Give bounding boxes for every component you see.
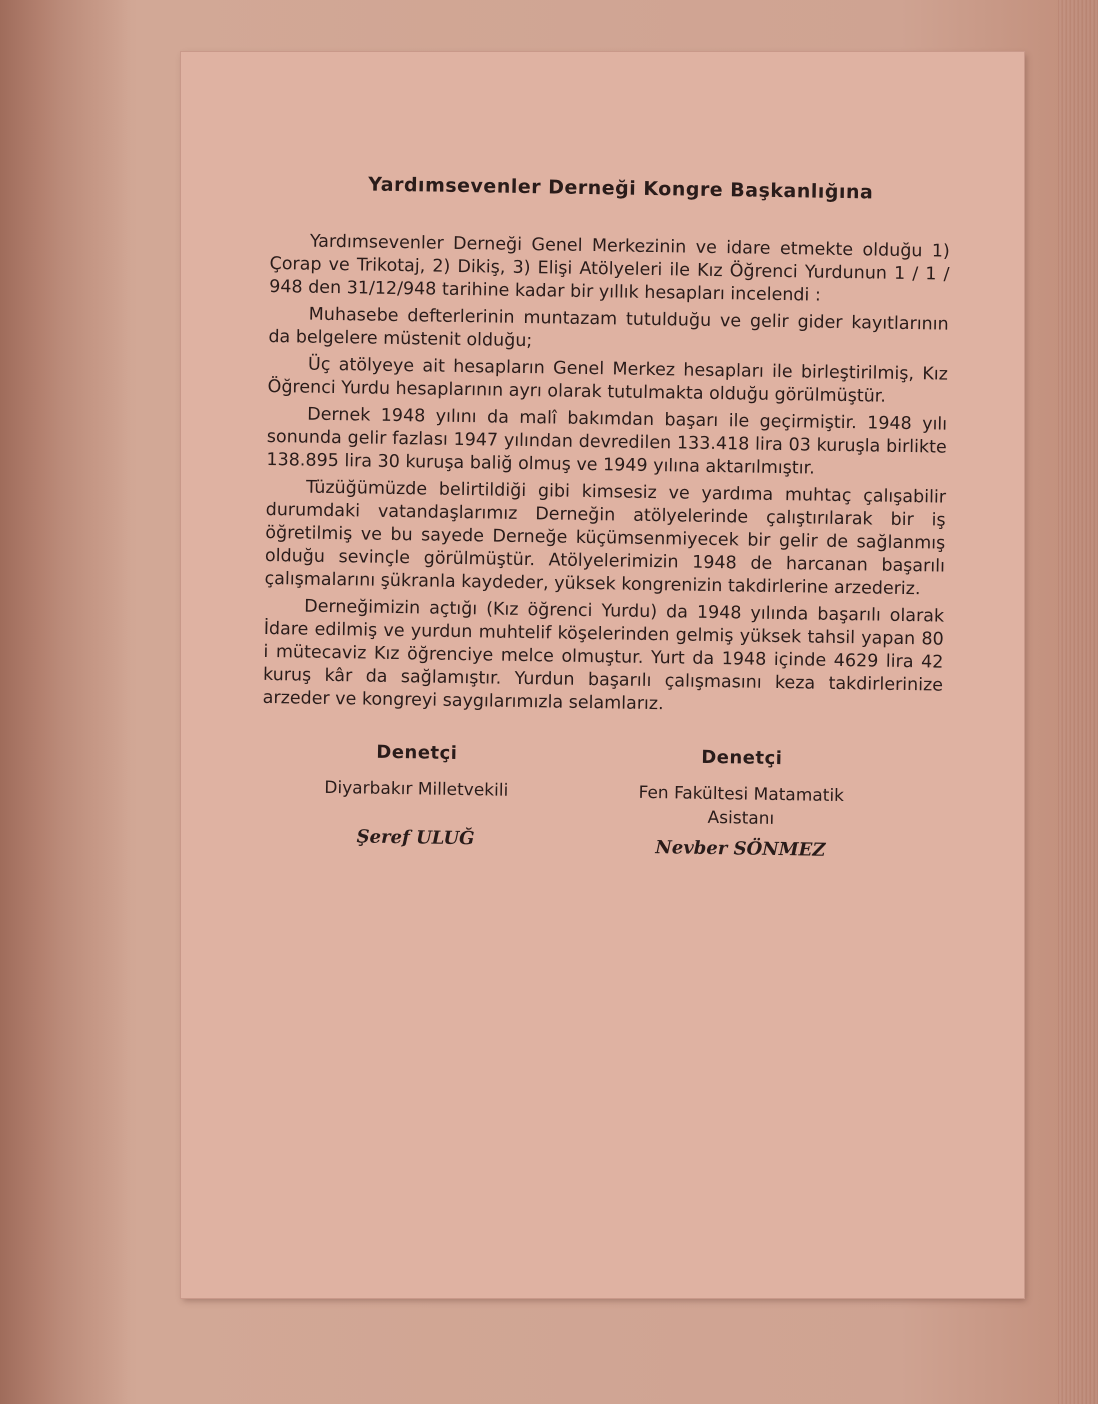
signature-left (290, 740, 542, 850)
signature-right-title-1: Fen Fakültesi Matamatik (638, 782, 845, 807)
signature-right (600, 745, 882, 861)
paragraph-4: Dernek 1948 yılını da malî bakımdan başarı ile geçirmiştir. 1948 yılı sonunda gelir fazlası 1947 yılından devredilen 133.418 lira 03 kuruşla birlikte 138.895 lira 30 kuruşa baliğ olmuş ve 1949 yılına aktarılmıştır. (266, 404, 948, 479)
paragraph-5: Tüzüğümüzde belirtildiği gibi kimsesiz ve yardıma muhtaç çalışabilir durumdaki vatandaşlarımız Derneğin atölyelerinde çalıştırılarak bir iş öğretilmiş ve bu sayede Derneğe küçümsenmiyecek bir gelir de sağlanmış olduğu sevinçle görülmüştür. Atölyelerimizin 1948 de harcanan başarılı çalışmalarını şükranla kaydeder, yüksek kongrenizin takdirlerine arzederiz. (264, 477, 947, 600)
paragraph-3: Üç atölyeye ait hesapların Genel Merkez hesapları ile birleştirilmiş, Kız Öğrenci Yurdu hesaplarının ayrı olarak tutulmakta olduğu görülmüştür. (267, 354, 949, 407)
signature-right-name: Nevber SÖNMEZ (655, 837, 826, 861)
signature-right-title-2: Asistanı (707, 807, 775, 829)
paragraph-2: Muhasebe defterlerinin muntazam tutulduğu ve gelir gider kayıtlarının da belgelere müstenit olduğu; (268, 304, 949, 352)
sheet-content (260, 172, 951, 901)
signature-left-heading: Denetçi (376, 741, 458, 764)
book-gutter (0, 0, 130, 1404)
document-title: Yardımsevenler Derneği Kongre Başkanlığına (368, 173, 874, 204)
printed-sheet (181, 52, 1024, 1298)
signature-block (260, 740, 942, 901)
page-edges (1058, 0, 1098, 1404)
signature-right-heading: Denetçi (701, 746, 783, 770)
paragraph-1: Yardımsevenler Derneği Genel Merkezinin ve idare etmekte olduğu 1) Çorap ve Trikotaj, 2) Dikiş, 3) Elişi Atölyeleri ile Kız Öğrenci Yurdunun 1 / 1 / 948 den 31/12/948 tarihine kadar bir yıllık hesapları incelendi : (269, 231, 950, 306)
paragraph-6: Derneğimizin açtığı (Kız öğrenci Yurdu) da 1948 yılında başarılı olarak İdare edilmiş ve yurdun muhtelif köşelerinden gelmiş yüksek tahsil yapan 80 i mütecaviz Kız öğrenciye melce olmuştur. Yurt da 1948 içinde 4629 lira 42 kuruş kâr da sağlamıştır. Yurdun başarılı çalışmasını keza takdirlerinize arzeder ve kongreyi saygılarımızla selamlarız. (262, 596, 945, 715)
signature-left-title: Diyarbakır Milletvekili (324, 777, 509, 801)
signature-left-name: Şeref ULUĞ (356, 826, 475, 850)
